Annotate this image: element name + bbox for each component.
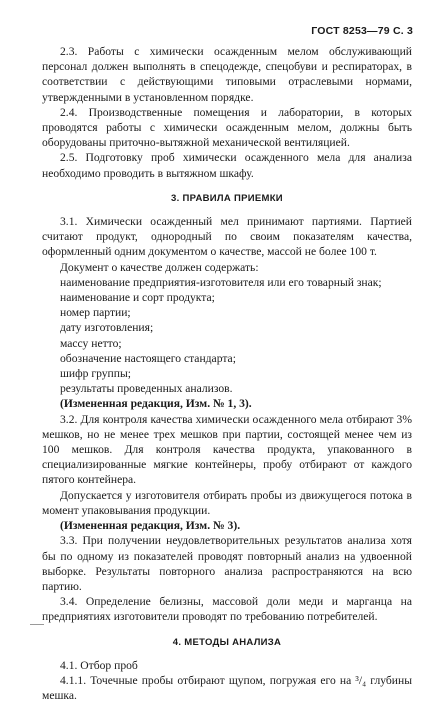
paragraph-4-1-1: 4.1.1. Точечные пробы отбирают щупом, погружая его на ³/₄ глубины мешка.	[42, 673, 412, 703]
scan-mark	[30, 624, 44, 625]
quality-document-intro: Документ о качестве должен содержать:	[60, 260, 259, 274]
paragraph-4-1: 4.1. Отбор проб	[60, 658, 138, 672]
paragraph-2-5: 2.5. Подготовку проб химически осажденного мела для анализа необходимо проводить в вытяжном шкафу.	[42, 151, 412, 180]
quality-document-item: номер партии;	[60, 306, 131, 320]
paragraph-3-1: 3.1. Химически осажденный мел принимают партиями. Партией считают продукт, однородный по своим показателям качества, оформленный одним документом о качестве, массой не более 100 т.	[42, 215, 412, 259]
paragraph-2-3: 2.3. Работы с химически осажденным мелом обслуживающий персонал должен выполнять в спецодежде, спецобуви и респираторах, в соответствии с действующими типовыми отраслевыми нормами, утвержденными в установленном порядке.	[42, 45, 412, 104]
quality-document-item: наименование и сорт продукта;	[60, 291, 215, 305]
paragraph-3-2: 3.2. Для контроля качества химически осажденного мела отбирают 3% мешков, но не менее трех мешков при партии, состоящей менее чем из 100 мешков. Для контроля качества продукта, упакованного в специализированные мягкие контейнеры, пробу отбирают от каждого пятого контейнера.	[42, 412, 412, 487]
section-3-heading: 3. ПРАВИЛА ПРИЕМКИ	[171, 192, 283, 204]
paragraph-3-3: 3.3. При получении неудовлетворительных результатов анализа хотя бы по одному из показателей проводят повторный анализ на удвоенной выборке. Результаты повторного анализа распространяются на всю партию.	[42, 534, 412, 593]
quality-document-item: результаты проведенных анализов.	[60, 382, 233, 396]
paragraph-3-4: 3.4. Определение белизны, массовой доли меди и марганца на предприятиях изготовители проводят по требованию потребителей.	[42, 595, 412, 624]
quality-document-item: шифр группы;	[60, 367, 131, 381]
quality-document-item: массу нетто;	[60, 336, 122, 350]
quality-document-item: наименование предприятия-изготовителя или его товарный знак;	[60, 275, 382, 289]
revision-note-1: (Измененная редакция, Изм. № 1, 3).	[60, 397, 252, 411]
paragraph-2-4: 2.4. Производственные помещения и лаборатории, в которых проводятся работы с химически осажденным мелом, должны быть оборудованы приточно-вытяжной механической вентиляцией.	[42, 105, 412, 150]
document-body	[42, 44, 412, 703]
paragraph-3-2-continuation: Допускается у изготовителя отбирать пробы из движущегося потока в момент упаковывания продукции.	[42, 488, 412, 517]
revision-note-2: (Измененная редакция, Изм. № 3).	[60, 519, 241, 533]
quality-document-item: дату изготовления;	[60, 321, 154, 335]
quality-document-item: обозначение настоящего стандарта;	[60, 351, 236, 365]
section-4-heading: 4. МЕТОДЫ АНАЛИЗА	[172, 636, 282, 648]
page-header: ГОСТ 8253—79 С. 3	[311, 25, 413, 37]
